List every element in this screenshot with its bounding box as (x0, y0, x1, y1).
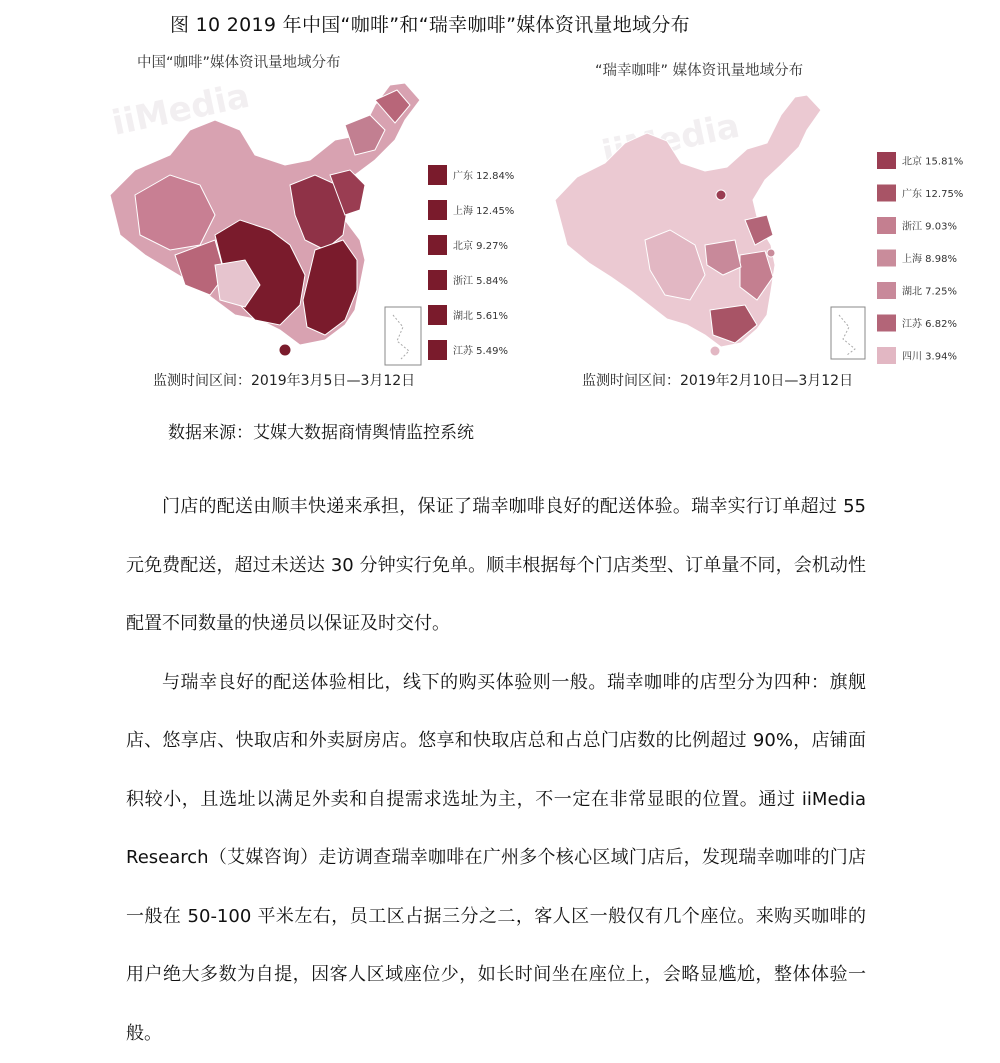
luckin-map-period: 监测时间区间：2019年2月10日—3月12日 (582, 372, 853, 389)
legend-label: 浙江 5.84% (453, 274, 508, 287)
legend-label: 湖北 7.25% (902, 285, 957, 298)
legend-swatch (877, 217, 896, 234)
legend-swatch (877, 185, 896, 202)
paragraph: 与瑞幸良好的配送体验相比，线下的购买体验则一般。瑞幸咖啡的店型分为四种：旗舰店、悠享店、快取店和外卖厨房店。悠享和快取店总和占总门店数的比例超过 90%，店铺面积较小，且选址以满足外卖和自提需求选址为主，不一定在非常显眼的位置。通过 iiMedia Research（艾媒咨询）走访调查瑞幸咖啡在广州多个核心区域门店后，发现瑞幸咖啡的门店一般在 50-100 平米左右，员工区占据三分之二，客人区一般仅有几个座位。来购买咖啡的用户绝大多数为自提，因客人区域座位少，如长时间坐在座位上，会略显尴尬，整体体验一般。 (126, 654, 866, 1063)
south-china-sea-inset (385, 307, 421, 365)
coffee-map-panel (75, 45, 545, 395)
legend-label: 湖北 5.61% (453, 309, 508, 322)
data-source: 数据来源：艾媒大数据商情舆情监控系统 (168, 418, 474, 443)
coffee-map-legend (428, 165, 514, 360)
legend-swatch (877, 152, 896, 169)
watermark: iiMedia (599, 106, 743, 174)
legend-swatch (877, 315, 896, 332)
legend-label: 北京 9.27% (453, 239, 508, 252)
body-text (126, 478, 866, 1063)
luckin-map-legend (877, 152, 963, 364)
coffee-map-period: 监测时间区间：2019年3月5日—3月12日 (153, 372, 415, 389)
legend-swatch (428, 165, 447, 185)
legend-label: 上海 12.45% (453, 204, 514, 217)
legend-label: 江苏 5.49% (453, 344, 508, 357)
coffee-map-title: 中国“咖啡”媒体资讯量地域分布 (137, 53, 341, 71)
watermark: iiMedia (109, 76, 253, 144)
paragraph: 门店的配送由顺丰快递来承担，保证了瑞幸咖啡良好的配送体验。瑞幸实行订单超过 55 元免费配送，超过未送达 30 分钟实行免单。顺丰根据每个门店类型、订单量不同，会机动性配置不同数量的快递员以保证及时交付。 (126, 478, 866, 654)
legend-swatch (428, 200, 447, 220)
legend-swatch (428, 340, 447, 360)
legend-label: 北京 15.81% (902, 155, 963, 168)
legend-swatch (877, 347, 896, 364)
legend-label: 江苏 6.82% (902, 317, 957, 330)
legend-swatch (428, 305, 447, 325)
legend-swatch (428, 235, 447, 255)
legend-label: 四川 3.94% (902, 351, 957, 363)
luckin-map-panel (545, 55, 970, 395)
legend-label: 浙江 9.03% (902, 220, 957, 233)
legend-swatch (877, 250, 896, 267)
figure-title: 图 10 2019 年中国“咖啡”和“瑞幸咖啡”媒体资讯量地域分布 (170, 10, 690, 37)
south-china-sea-inset (831, 307, 865, 359)
legend-label: 广东 12.84% (453, 169, 514, 182)
luckin-map (545, 55, 970, 395)
legend-swatch (428, 270, 447, 290)
legend-label: 广东 12.75% (902, 187, 963, 200)
legend-swatch (877, 282, 896, 299)
luckin-map-title: “瑞幸咖啡” 媒体资讯量地域分布 (595, 61, 803, 79)
coffee-map (75, 45, 545, 395)
legend-label: 上海 8.98% (902, 252, 957, 265)
